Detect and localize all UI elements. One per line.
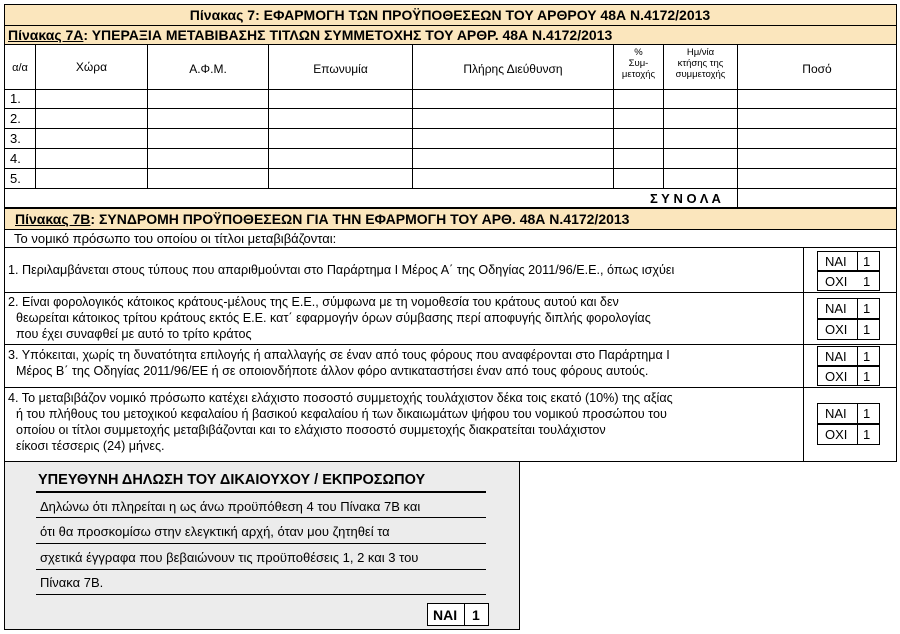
table-row-number: 1.	[10, 91, 21, 106]
condition-3-yes-box[interactable]	[817, 346, 880, 366]
totals-label: Σ Υ Ν Ο Λ Α	[650, 191, 721, 206]
table-7b-intro: Το νομικό πρόσωπο του οποίου οι τίτλοι μεταβιβάζονται:	[14, 231, 337, 246]
no-value: 1	[863, 369, 871, 384]
yes-value: 1	[863, 254, 871, 269]
table-7a-title-text: : ΥΠΕΡΑΞΙΑ ΜΕΤΑΒΙΒΑΣΗΣ ΤΙΤΛΩΝ ΣΥΜΜΕΤΟΧΗΣ ΤΟΥ ΑΡΘΡ. 48Α Ν.4172/2013	[83, 27, 613, 43]
table-row-number: 5.	[10, 171, 21, 186]
declaration-line-4: Πίνακα 7Β.	[40, 575, 104, 590]
col-line	[803, 247, 804, 462]
divider	[4, 44, 897, 45]
condition-3-text: 3. Υπόκειται, χωρίς τη δυνατότητα επιλογής ή απαλλαγής σε έναν από τους φόρους που αναφέρονται στο Παράρτημα Ι Μέρος Β΄ της Οδηγίας 2011/96/ΕΕ ή σε οποιονδήποτε άλλον φόρο αντικαταστήσει έναν από τους φόρους αυτούς.	[8, 348, 670, 378]
col-header-afm: Α.Φ.Μ.	[189, 62, 227, 76]
yes-label: ΝΑΙ	[825, 406, 847, 421]
no-label: ΟΧΙ	[825, 274, 848, 289]
table-7a-title-label: Πίνακας 7Α	[8, 27, 84, 43]
declaration-line-rule	[36, 517, 486, 518]
no-value: 1	[863, 274, 871, 289]
yes-value: 1	[863, 406, 871, 421]
table-7b-title-text: : ΣΥΝΔΡΟΜΗ ΠΡΟΫΠΟΘΕΣΕΩΝ ΓΙΑ ΤΗΝ ΕΦΑΡΜΟΓΗ ΤΟΥ ΑΡΘ. 48Α Ν.4172/2013	[90, 211, 630, 227]
col-header-country: Χώρα	[75, 60, 108, 74]
col-header-name: Επωνυμία	[313, 62, 368, 76]
col-header-percent: % Συμ- μετοχής	[621, 47, 656, 80]
declaration-yes-box[interactable]	[427, 603, 489, 626]
yes-label: ΝΑΙ	[433, 607, 458, 623]
condition-4-text: 4. Το μεταβιβάζον νομικό πρόσωπο κατέχει ελάχιστο ποσοστό συμμετοχής τουλάχιστον δέκα τοις εκατό (10%) της αξίας ή του πλήθους του μετοχικού κεφαλαίου ή βασικού κεφαλαίου ή των δικαιωμάτων ψήφου του νομικού προσώπου του οποίου οι τίτλοι συμμετοχής μεταβιβάζονται και το ελάχιστο ποσοστό συμμετοχής διακρατείται τουλάχιστον είκοσι τέσσερις (24) μήνες.	[8, 391, 673, 453]
no-label: ΟΧΙ	[825, 369, 848, 384]
box-divider	[464, 603, 465, 626]
row-line	[4, 148, 897, 149]
table-row-number: 3.	[10, 131, 21, 146]
row-line	[4, 188, 897, 189]
condition-1-text: 1. Περιλαμβάνεται στους τύπους που απαριθμούνται στο Παράρτημα Ι Μέρος Α΄ της Οδηγίας 2011/96/Ε.Ε., όπως ισχύει	[8, 263, 675, 277]
table-row-number: 4.	[10, 151, 21, 166]
declaration-title-underline	[36, 491, 486, 493]
table-row-number: 2.	[10, 111, 21, 126]
box-divider	[857, 346, 858, 386]
col-header-address: Πλήρης Διεύθυνση	[463, 62, 563, 76]
table-7a-title	[8, 27, 612, 43]
declaration-line-2: ότι θα προσκομίσω στην ελεγκτική αρχή, όταν μου ζητηθεί τα	[40, 524, 390, 539]
condition-2-text: 2. Είναι φορολογικός κάτοικος κράτους-μέλους της Ε.Ε., σύμφωνα με τη νομοθεσία του κράτους αυτού και δεν θεωρείται κάτοικος τρίτου κράτους εκτός Ε.Ε. κατ΄ εφαρμογήν όρων σύμβασης περί αποφυγής διπλής φορολογίας που έχει συναφθεί με αυτό το τρίτο κράτος	[8, 295, 651, 341]
no-label: ΟΧΙ	[825, 322, 848, 337]
yes-label: ΝΑΙ	[825, 254, 847, 269]
declaration-title: ΥΠΕΥΘΥΝΗ ΔΗΛΩΣΗ ΤΟΥ ΔΙΚΑΙΟΥΧΟΥ / ΕΚΠΡΟΣΩΠΟΥ	[38, 472, 426, 488]
box-divider	[857, 298, 858, 340]
declaration-line-3: σχετικά έγγραφα που βεβαιώνουν τις προϋποθέσεις 1, 2 και 3 του	[40, 550, 419, 565]
row-line	[4, 168, 897, 169]
declaration-line-rule	[36, 569, 486, 570]
yes-label: ΝΑΙ	[825, 301, 847, 316]
col-header-aa: α/α	[12, 62, 28, 74]
row-line	[4, 344, 897, 345]
condition-4-no-box[interactable]	[817, 424, 880, 445]
divider	[4, 247, 897, 248]
no-value: 1	[863, 322, 871, 337]
declaration-line-1: Δηλώνω ότι πληρείται η ως άνω προϋπόθεση 4 του Πίνακα 7Β και	[40, 499, 421, 514]
no-label: ΟΧΙ	[825, 427, 848, 442]
yes-value: 1	[472, 607, 480, 623]
no-value: 1	[863, 427, 871, 442]
table-7-title: Πίνακας 7: ΕΦΑΡΜΟΓΗ ΤΩΝ ΠΡΟΫΠΟΘΕΣΕΩΝ ΤΟΥ ΑΡΘΡΟΥ 48Α Ν.4172/2013	[189, 7, 711, 23]
row-line	[4, 89, 897, 90]
condition-1-yes-box[interactable]	[817, 251, 880, 271]
condition-2-no-box[interactable]	[817, 319, 880, 340]
yes-value: 1	[863, 301, 871, 316]
row-line	[4, 108, 897, 109]
divider	[4, 229, 897, 230]
condition-4-yes-box[interactable]	[817, 403, 880, 424]
declaration-line-rule	[36, 543, 486, 544]
yes-value: 1	[863, 349, 871, 364]
declaration-line-rule	[36, 594, 486, 595]
yes-label: ΝΑΙ	[825, 349, 847, 364]
box-divider	[857, 403, 858, 445]
row-line	[4, 387, 897, 388]
table-7b-title-label: Πίνακας 7Β	[15, 211, 91, 227]
row-line	[4, 292, 897, 293]
condition-3-no-box[interactable]	[817, 366, 880, 386]
condition-1-no-box[interactable]	[817, 271, 880, 291]
condition-2-yes-box[interactable]	[817, 298, 880, 319]
col-header-amount: Ποσό	[802, 62, 832, 76]
col-header-date: Ημ/νία κτήσης της συμμετοχής	[675, 47, 726, 80]
row-line	[4, 128, 897, 129]
